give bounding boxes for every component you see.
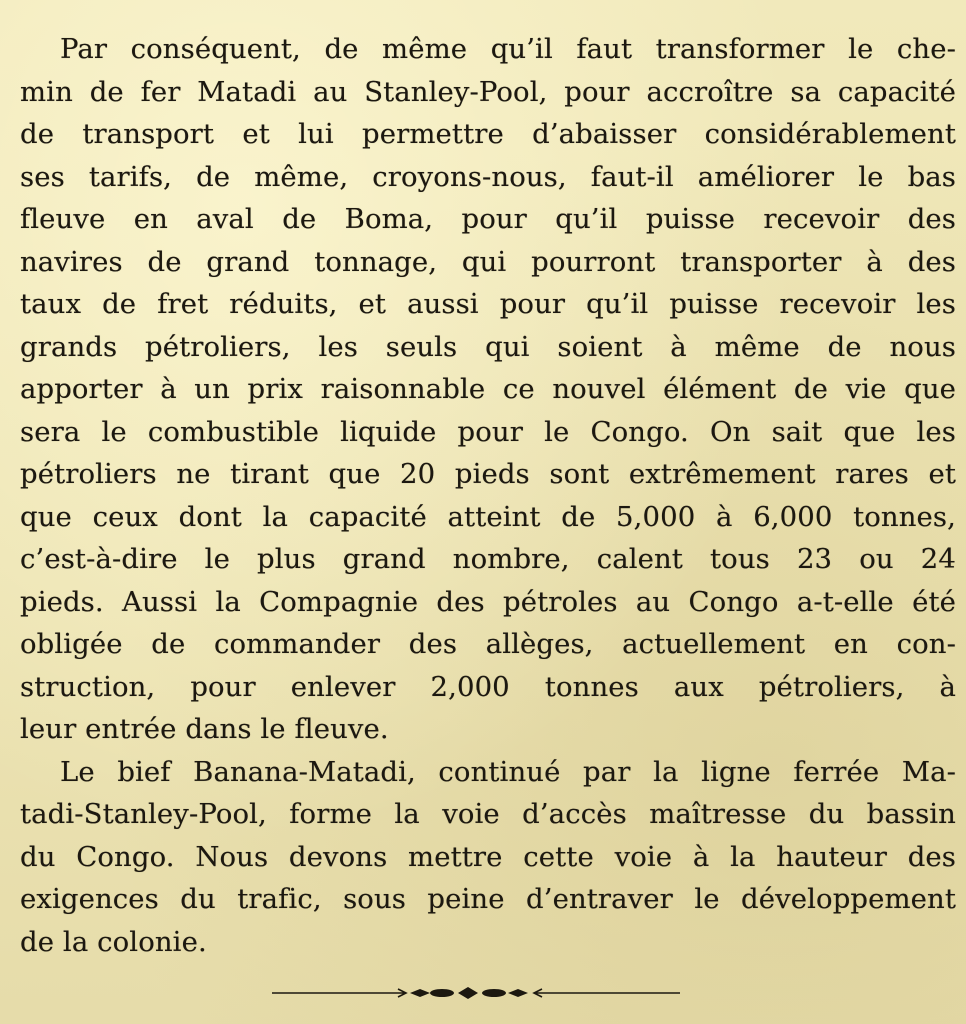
- text-line: que ceux dont la capacité atteint de 5,000 à 6,000 tonnes,: [20, 500, 956, 533]
- text-line: Le bief Banana-Matadi, continué par la ligne ferrée Ma-: [60, 755, 956, 788]
- text-line: Par conséquent, de même qu’il faut transformer le che-: [60, 33, 956, 65]
- text-line: c’est-à-dire le plus grand nombre, calent tous 23 ou 24: [20, 543, 956, 575]
- text-line: apporter à un prix raisonnable ce nouvel élément de vie que: [20, 373, 956, 405]
- text-line: de la colonie.: [20, 925, 207, 958]
- typographic-divider-icon: [272, 984, 682, 1004]
- text-line: pieds. Aussi la Compagnie des pétroles au Congo a-t-elle été: [20, 585, 956, 618]
- text-line: struction, pour enlever 2,000 tonnes aux pétroliers, à: [20, 670, 956, 703]
- text-line: taux de fret réduits, et aussi pour qu’il puisse recevoir les: [20, 288, 956, 320]
- text-line: de transport et lui permettre d’abaisser considérablement: [20, 118, 956, 150]
- text-line: grands pétroliers, les seuls qui soient à même de nous: [20, 330, 956, 363]
- text-line: ses tarifs, de même, croyons-nous, faut-il améliorer le bas: [20, 160, 956, 193]
- text-line: tadi-Stanley-Pool, forme la voie d’accès maîtresse du bassin: [20, 798, 956, 830]
- text-line: navires de grand tonnage, qui pourront transporter à des: [20, 245, 956, 278]
- text-line: fleuve en aval de Boma, pour qu’il puisse recevoir des: [20, 203, 956, 235]
- text-line: obligée de commander des allèges, actuellement en con-: [20, 628, 956, 660]
- text-line: du Congo. Nous devons mettre cette voie à la hauteur des: [20, 840, 956, 873]
- body-text: [20, 28, 956, 963]
- paragraph-2: [20, 751, 956, 964]
- text-line: min de fer Matadi au Stanley-Pool, pour accroître sa capacité: [20, 75, 956, 108]
- text-line: pétroliers ne tirant que 20 pieds sont extrêmement rares et: [20, 458, 956, 490]
- text-line: exigences du trafic, sous peine d’entraver le développement: [20, 883, 956, 915]
- text-line: sera le combustible liquide pour le Congo. On sait que les: [20, 415, 956, 448]
- paragraph-1: [20, 28, 956, 751]
- text-line: leur entrée dans le fleuve.: [20, 713, 389, 745]
